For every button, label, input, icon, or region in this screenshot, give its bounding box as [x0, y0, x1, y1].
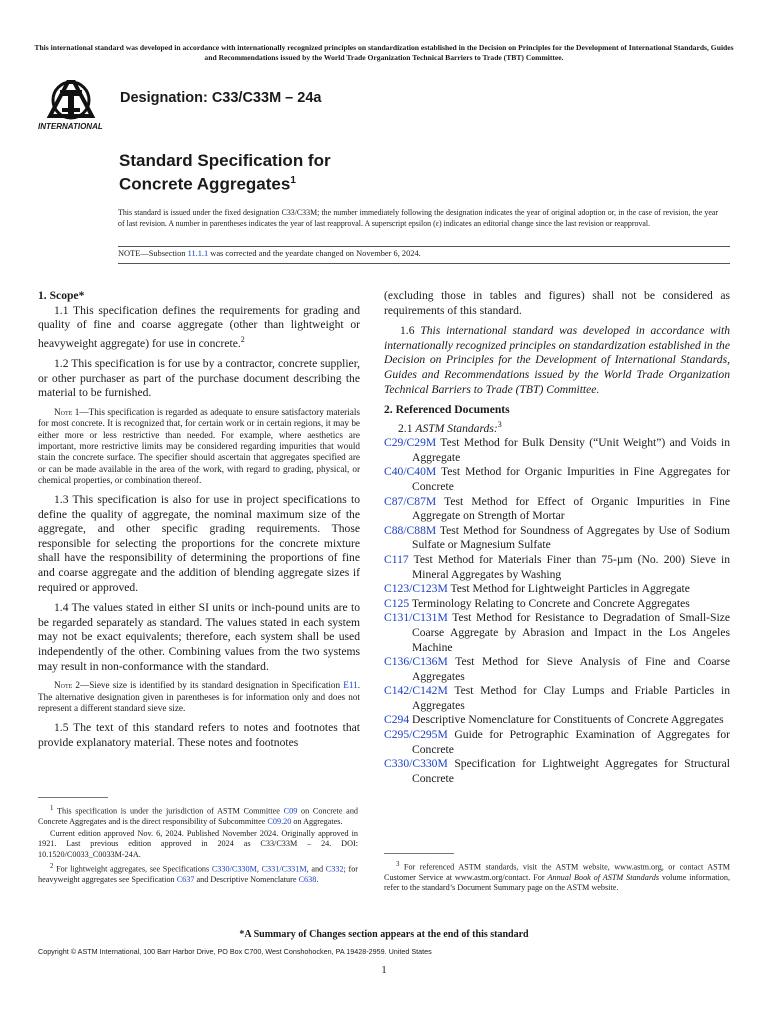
note-2-label: Note 2 [54, 680, 80, 691]
reference-item [384, 713, 730, 728]
subsection-link[interactable]: 11.1.1 [187, 249, 209, 258]
c331-link[interactable]: C331/C331M [261, 864, 307, 874]
reference-title: Terminology Relating to Concrete and Concrete Aggregates [409, 596, 690, 610]
note-2-text-a: —Sieve size is identified by its standard designation in Specification [80, 680, 344, 691]
footnote-ref-3[interactable]: 3 [497, 419, 502, 429]
note-1-label: Note 1 [54, 407, 80, 418]
reference-title: Test Method for Clay Lumps and Friable Particles in Aggregates [412, 684, 730, 712]
correction-note-suffix: was corrected and the yeardate changed on November 6, 2024. [208, 249, 421, 258]
left-column [38, 289, 360, 756]
title-line-2 [119, 171, 331, 195]
designation: Designation: C33/C33M – 24a [120, 90, 322, 106]
footnote-2 [38, 862, 358, 885]
correction-note-prefix: NOTE—Subsection [118, 249, 188, 258]
e11-link[interactable]: E11 [343, 680, 358, 691]
reference-code-link[interactable]: C294 [384, 713, 410, 727]
reference-item [384, 611, 730, 655]
footnote-1 [38, 804, 358, 827]
referenced-documents-heading: 2. Referenced Documents [384, 403, 510, 417]
reference-code-link[interactable]: C136/C136M [384, 655, 448, 669]
divider-top [118, 246, 730, 247]
reference-code-link[interactable]: C125 [384, 596, 410, 610]
para-1-6-text: This international standard was developed in accordance with internationally recognized principles on standardization established in the Decision on Principles for the Development of International Standards, Guides and Recommendations issued by the World Trade Organization Technical Barriers to Trade (TBT) Committee. [384, 324, 730, 396]
footnote-1-edition: Current edition approved Nov. 6, 2024. Published November 2024. Originally approved in 1921. Last previous edition approved in 2024 as C33/C33M – 24. DOI: 10.1520/C0033_C0033M-24A. [38, 829, 358, 859]
reference-item [384, 582, 730, 597]
para-1-1 [38, 304, 360, 352]
right-column [384, 289, 730, 786]
reference-list [384, 436, 730, 786]
footnote-3-italic: Annual Book of ASTM Standards [547, 872, 660, 882]
para-1-2: 1.2 This specification is for use by a contractor, concrete supplier, or other purchaser as part of the purchase document describing the material to be furnished. [38, 357, 360, 400]
footnote-2-text-a: For lightweight aggregates, see Specifications [53, 864, 212, 874]
c330-link[interactable]: C330/C330M [211, 864, 257, 874]
reference-code-link[interactable]: C295/C295M [384, 728, 448, 742]
c09-link[interactable]: C09 [283, 806, 298, 816]
footnote-rule-right [384, 853, 454, 854]
c637-link[interactable]: C637 [176, 874, 195, 884]
c638-link[interactable]: C638 [298, 874, 317, 884]
title-footnote-ref[interactable]: 1 [290, 175, 296, 186]
scope-heading: 1. Scope* [38, 289, 85, 302]
note-2-text-b: . The alternative designation given in parentheses is for information only and does not represent a different standard sieve size. [38, 680, 360, 713]
footnote-ref-2[interactable]: 2 [240, 334, 245, 344]
reference-title: Test Method for Soundness of Aggregates by Use of Sodium Sulfate or Magnesium Sulfate [412, 523, 730, 552]
reference-code-link[interactable]: C117 [384, 552, 409, 566]
para-1-3: 1.3 This specification is also for use in project specifications to define the quality of aggregate, the nominal maximum size of the aggregate, and other specific grading requirements. Those responsible for selecting the proportions for the concrete mixture shall have the responsibility of determining the proportions of fine and coarse aggregate and the addition of blending aggregate sizes if required or approved. [38, 493, 360, 594]
footnotes-right [384, 853, 730, 895]
footnote-2-text-c: and Descriptive Nomenclature [194, 874, 299, 884]
reference-item [384, 495, 730, 524]
astm-standards-number: 2.1 [398, 421, 416, 435]
footnote-3-text-b: volume information, refer to the standard’s Document Summary page on the ASTM website. [384, 872, 731, 893]
footnote-2-sep-2: , and [306, 864, 326, 874]
reference-code-link[interactable]: C40/C40M [384, 465, 437, 479]
footnote-2-sep-1: , [256, 864, 262, 874]
correction-note [118, 249, 421, 258]
para-1-6 [384, 324, 730, 397]
reference-title: Specification for Lightweight Aggregates for Structural Concrete [412, 757, 730, 785]
reference-item [384, 524, 730, 553]
note-2 [38, 680, 360, 714]
note-1 [38, 407, 360, 486]
copyright: Copyright © ASTM International, 100 Barr Harbor Drive, PO Box C700, West Conshohocken, PA 19428-2959. United States [38, 947, 432, 956]
reference-item [384, 597, 730, 612]
reference-title: Test Method for Bulk Density (“Unit Weight”) and Voids in Aggregate [412, 436, 730, 464]
reference-title: Guide for Petrographic Examination of Aggregates for Concrete [412, 728, 730, 756]
footnote-3 [384, 860, 730, 893]
footnote-3-marker: 3 [396, 861, 400, 868]
reference-item [384, 655, 730, 684]
reference-code-link[interactable]: C142/C142M [384, 684, 448, 698]
reference-title: Test Method for Resistance to Degradation of Small-Size Coarse Aggregate by Abrasion and Impact in the Los Angeles Machine [412, 611, 730, 654]
reference-item [384, 757, 730, 786]
standardization-notice: This international standard was developed in accordance with internationally recognized principles on standardization established in the Decision on Principles for the Development of International Standards, Guides and Recommendations issued by the World Trade Organization Technical Barriers to Trade (TBT) Committee. [34, 43, 734, 62]
reference-code-link[interactable]: C131/C131M [384, 611, 448, 625]
footnote-3-text-a: For referenced ASTM standards, visit the ASTM website, www.astm.org, or contact ASTM Customer Service at www.astm.org/contact. For [384, 862, 730, 882]
reference-title: Descriptive Nomenclature for Constituents of Concrete Aggregates [409, 713, 724, 727]
astm-standards-subheading [384, 418, 730, 436]
footnote-2-text-b: ; for heavyweight aggregates see Specification [38, 864, 359, 884]
c332-link[interactable]: C332 [325, 864, 344, 874]
footnote-1-marker: 1 [50, 805, 54, 812]
note-1-text: —This specification is regarded as adequate to ensure satisfactory materials for most concrete. It is recognized that, for certain work or in certain regions, it may be either more or less restrictive than needed. For example, where aesthetics are important, more restrictive limits may be considered regarding impurities that would stain the concrete surface. The specifier should ascertain that aggregates specified are or can be made available in the area of the work, with regard to grading, physical, or chemical properties, or combination thereof. [38, 407, 360, 485]
footnotes-left [38, 797, 358, 887]
footnote-1-text-a: This specification is under the jurisdiction of ASTM Committee [53, 806, 284, 816]
astm-standards-label: ASTM Standards: [415, 421, 498, 435]
reference-code-link[interactable]: C87/C87M [384, 494, 437, 508]
summary-of-changes-note: *A Summary of Changes section appears at the end of this standard [239, 929, 529, 940]
para-1-5-continued: (excluding those in tables and figures) shall not be considered as requirements of this standard. [384, 289, 730, 317]
footnote-2-text-d: . [316, 874, 319, 884]
title-line-1: Standard Specification for [119, 151, 331, 170]
c09-20-link[interactable]: C09.20 [267, 816, 292, 826]
para-1-1-text: 1.1 This specification defines the requirements for grading and quality of fine and coarse aggregate (other than lightweight or heavyweight aggregate) for use in concrete. [38, 303, 360, 350]
reference-item [384, 684, 730, 713]
reference-item [384, 553, 730, 582]
reference-code-link[interactable]: C29/C29M [384, 436, 437, 450]
reference-item [384, 436, 730, 465]
reference-title: Test Method for Effect of Organic Impurities in Fine Aggregate on Strength of Mortar [412, 494, 730, 523]
issuance-paragraph: This standard is issued under the fixed designation C33/C33M; the number immediately following the designation indicates the year of original adoption or, in the case of revision, the year of last revision. A number in parentheses indicates the year of last reapproval. A superscript epsilon (ε) indicates an editorial change since the last revision or reapproval. [118, 208, 718, 228]
reference-item [384, 465, 730, 494]
divider-bottom [118, 263, 730, 264]
para-1-4: 1.4 The values stated in either SI units or inch-pound units are to be regarded separately as standard. The values stated in each system may not be exact equivalents; therefore, each system shall be used independently of the other. Combining values from the two systems may result in non-conformance with the standard. [38, 601, 360, 673]
reference-title: Test Method for Materials Finer than 75-µm (No. 200) Sieve in Mineral Aggregates by Washing [408, 552, 730, 581]
reference-title: Test Method for Lightweight Particles in Aggregate [447, 582, 690, 596]
reference-code-link[interactable]: C330/C330M [384, 757, 448, 771]
astm-logo [38, 78, 112, 136]
document-title [119, 151, 331, 195]
logo-text: INTERNATIONAL [38, 122, 103, 131]
footnote-2-marker: 2 [50, 862, 54, 870]
para-1-5: 1.5 The text of this standard refers to notes and footnotes that provide explanatory material. These notes and footnotes [38, 721, 360, 749]
footnote-1-text-b: on Concrete and Concrete Aggregates and is the direct responsibility of Subcommittee [38, 806, 359, 826]
footnote-1-text-c: on Aggregates. [291, 816, 343, 826]
reference-title: Test Method for Organic Impurities in Fine Aggregates for Concrete [412, 465, 730, 493]
page-number: 1 [381, 964, 387, 976]
reference-code-link[interactable]: C123/C123M [384, 582, 448, 596]
para-1-6-number: 1.6 [400, 324, 421, 338]
reference-item [384, 728, 730, 757]
title-line-2-text: Concrete Aggregates [119, 174, 291, 194]
reference-code-link[interactable]: C88/C88M [384, 523, 437, 537]
footnote-rule-left [38, 797, 108, 798]
reference-title: Test Method for Sieve Analysis of Fine and Coarse Aggregates [412, 655, 730, 683]
